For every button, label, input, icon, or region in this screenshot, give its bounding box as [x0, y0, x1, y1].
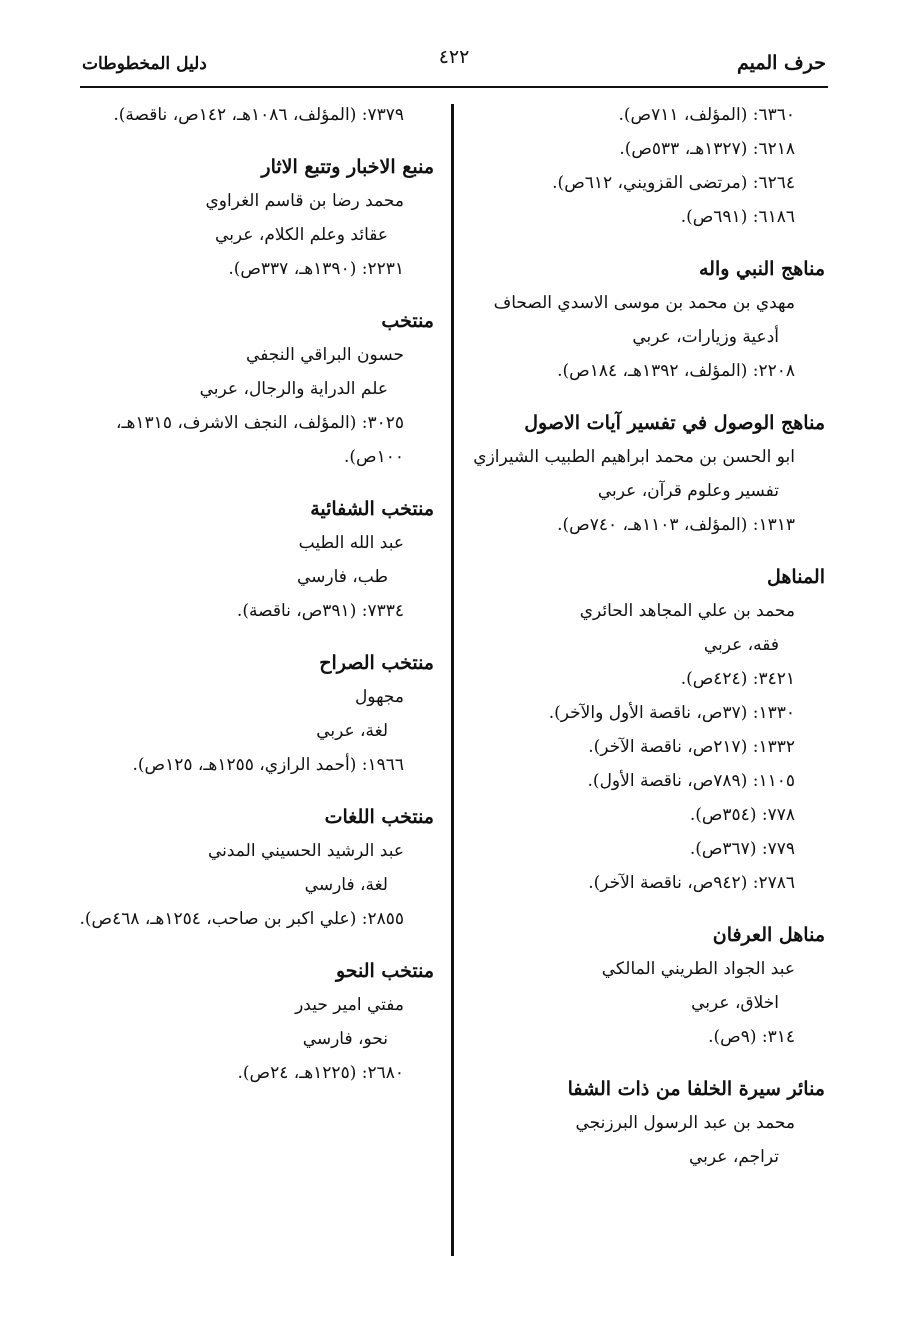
entry-subject: لغة، فارسي — [304, 875, 388, 895]
entry-title: منائر سيرة الخلفا من ذات الشفا — [567, 1078, 825, 1100]
manuscript-entry — [470, 560, 825, 900]
entry-title: مناهل العرفان — [712, 924, 825, 946]
entry-author: حسون البراقي النجفي — [246, 345, 404, 365]
manuscript-entry — [79, 98, 434, 132]
entry-subject: فقه، عربي — [703, 635, 779, 655]
entry-copy: ٧٧٩: (٣٦٧ص). — [689, 839, 795, 859]
entry-copy: ٧٣٧٩: (المؤلف، ١٠٨٦هـ، ١٤٢ص، ناقصة). — [113, 105, 404, 125]
entry-subject: طب، فارسي — [296, 567, 388, 587]
manuscript-entry — [470, 1072, 825, 1174]
entry-copy: ٦٢٦٤: (مرتضى القزويني، ٦١٢ص). — [552, 173, 795, 193]
entry-author: محمد بن عبد الرسول البرزنجي — [575, 1113, 795, 1133]
entry-copy: ١٣٣٠: (٣٧ص، ناقصة الأول والآخر). — [548, 703, 795, 723]
manuscript-entry — [79, 800, 434, 936]
entry-subject: لغة، عربي — [316, 721, 388, 741]
entry-author: مهدي بن محمد بن موسى الاسدي الصحاف — [493, 293, 795, 313]
entry-title: مناهج النبي واله — [698, 258, 825, 280]
entry-copy: ١١٠٥: (٧٨٩ص، ناقصة الأول). — [587, 771, 795, 791]
left-column — [79, 98, 434, 1108]
entry-subject: أدعية وزيارات، عربي — [632, 327, 779, 347]
entry-title: منتخب الصراح — [319, 652, 434, 674]
entry-author: محمد رضا بن قاسم الغراوي — [205, 191, 404, 211]
column-divider — [451, 104, 454, 1256]
entry-copy: ٧٧٨: (٣٥٤ص). — [689, 805, 795, 825]
manuscript-entry — [79, 492, 434, 628]
entry-copy: ٢٧٨٦: (٩٤٢ص، ناقصة الآخر). — [588, 873, 795, 893]
entry-copy: ٢٦٨٠: (١٢٢٥هـ، ٢٤ص). — [237, 1063, 404, 1083]
entry-author: عبد الجواد الطريني المالكي — [601, 959, 795, 979]
entry-subject: نحو، فارسي — [302, 1029, 388, 1049]
manuscript-entry — [79, 150, 434, 286]
entry-title: مناهج الوصول في تفسير آيات الاصول — [524, 412, 825, 434]
manuscript-entry — [79, 646, 434, 782]
entry-copy: ٣٠٢٥: (المؤلف، النجف الاشرف، ١٣١٥هـ، ١٠٠ص). — [115, 413, 404, 467]
entry-copy: ٢٢٣١: (١٣٩٠هـ، ٣٣٧ص). — [228, 259, 404, 279]
entry-subject: علم الدراية والرجال، عربي — [199, 379, 388, 399]
entry-author: عبد الرشيد الحسيني المدني — [207, 841, 404, 861]
entry-copy: ٣٤٢١: (٤٢٤ص). — [680, 669, 795, 689]
entry-copy: ٦١٨٦: (٦٩١ص). — [680, 207, 795, 227]
entry-title: المناهل — [767, 566, 825, 588]
entry-title: منتخب الشفائية — [310, 498, 434, 520]
entry-author: ابو الحسن بن محمد ابراهيم الطبيب الشيرازي — [473, 447, 795, 467]
entry-title: منتخب — [381, 310, 434, 332]
right-column — [470, 98, 825, 1192]
entry-copy: ٧٣٣٤: (٣٩١ص، ناقصة). — [236, 601, 404, 621]
manuscript-entry — [470, 918, 825, 1054]
book-title: دليل المخطوطات — [82, 54, 207, 74]
manuscript-entry — [79, 954, 434, 1090]
manuscript-entry — [470, 406, 825, 542]
page-number: ٤٢٢ — [438, 46, 470, 68]
entry-title: منتخب النحو — [335, 960, 434, 982]
entry-title: منتخب اللغات — [324, 806, 434, 828]
entry-author: مفتي امير حيدر — [295, 995, 404, 1015]
chapter-title: حرف الميم — [737, 52, 826, 74]
entry-subject: اخلاق، عربي — [691, 993, 779, 1013]
entry-copy: ١٣٣٢: (٢١٧ص، ناقصة الآخر). — [588, 737, 795, 757]
entry-copy: ١٩٦٦: (أحمد الرازي، ١٢٥٥هـ، ١٢٥ص). — [132, 755, 404, 775]
manuscript-entry — [470, 98, 825, 234]
entry-author: مجهول — [354, 687, 404, 707]
entry-author: عبد الله الطيب — [298, 533, 404, 553]
manuscript-entry — [470, 252, 825, 388]
entry-subject: تراجم، عربي — [689, 1147, 779, 1167]
manuscript-entry — [79, 304, 434, 474]
entry-subject: تفسير وعلوم قرآن، عربي — [597, 481, 779, 501]
entry-copy: ١٣١٣: (المؤلف، ١١٠٣هـ، ٧٤٠ص). — [557, 515, 795, 535]
entry-copy: ٦٢١٨: (١٣٢٧هـ، ٥٣٣ص). — [619, 139, 795, 159]
entry-copy: ٢٢٠٨: (المؤلف، ١٣٩٢هـ، ١٨٤ص). — [557, 361, 795, 381]
entry-author: محمد بن علي المجاهد الحائري — [579, 601, 795, 621]
page-header — [80, 42, 828, 88]
entry-title: منبع الاخبار وتتبع الاثار — [261, 156, 434, 178]
entry-subject: عقائد وعلم الكلام، عربي — [215, 225, 388, 245]
entry-copy: ٣١٤: (٩ص). — [708, 1027, 795, 1047]
entry-copy: ٦٣٦٠: (المؤلف، ٧١١ص). — [618, 105, 795, 125]
entry-copy: ٢٨٥٥: (علي اكبر بن صاحب، ١٢٥٤هـ، ٤٦٨ص). — [79, 909, 404, 929]
